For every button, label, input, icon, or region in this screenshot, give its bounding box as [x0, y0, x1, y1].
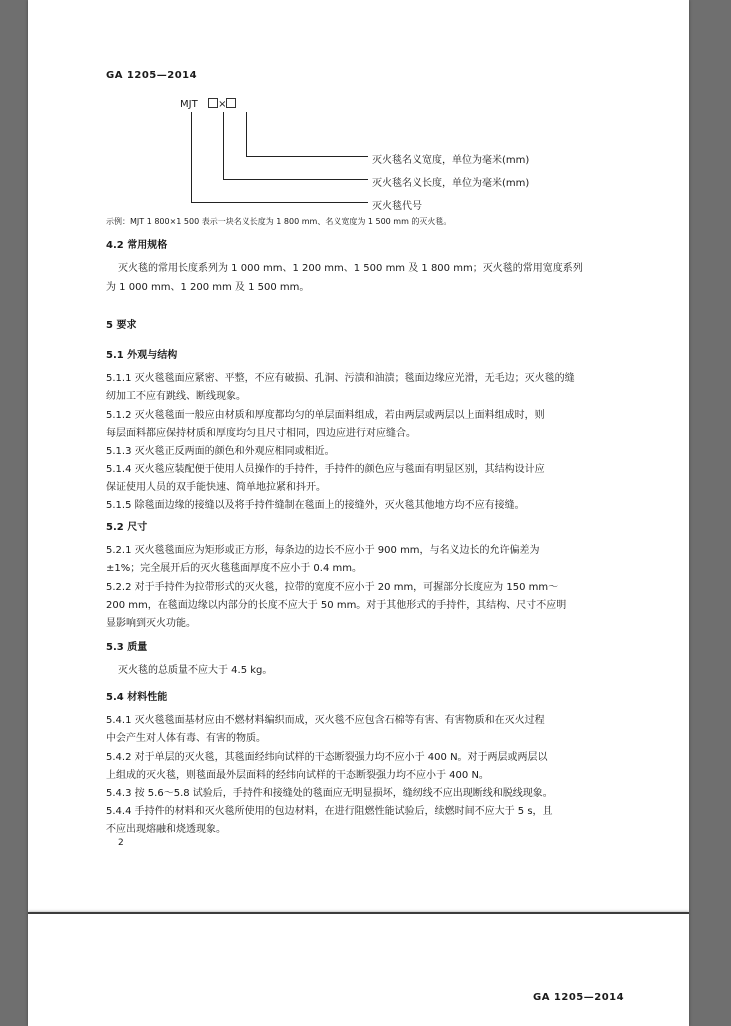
length-connector-horizontal — [223, 179, 368, 180]
width-connector-horizontal — [246, 156, 368, 157]
document-page-2 — [28, 912, 689, 1026]
page-number: 2 — [118, 838, 124, 848]
clause-5-1-1-cont: 纫加工不应有跳线、断线现象。 — [106, 391, 246, 402]
diagram-code — [180, 98, 236, 110]
code-connector-vertical — [191, 112, 192, 203]
section-5-3-heading: 5.3 质量 — [106, 642, 148, 653]
clause-5-4-3: 5.4.3 按 5.6～5.8 试验后，手持件和接缝处的毯面应无明显损坏，缝纫线不应出现断线和脱线现象。 — [106, 788, 553, 799]
label-nominal-width: 灭火毯名义宽度，单位为毫米(mm) — [372, 155, 530, 166]
section-4-2-heading: 4.2 常用规格 — [106, 240, 168, 251]
clause-5-2-2: 5.2.2 对于手持件为拉带形式的灭火毯，拉带的宽度不应小于 20 mm，可握部分长度应为 150 mm～ — [106, 582, 559, 593]
paragraph-line: 为 1 000 mm、1 200 mm 及 1 500 mm。 — [106, 282, 310, 293]
clause-5-2-1-cont: ±1%；完全展开后的灭火毯毯面厚度不应小于 0.4 mm。 — [106, 563, 362, 574]
clause-5-1-4-cont: 保证使用人员的双手能快速、简单地拉紧和抖开。 — [106, 482, 326, 493]
clause-5-4-1-cont: 中会产生对人体有毒、有害的物质。 — [106, 733, 266, 744]
section-5-1-heading: 5.1 外观与结构 — [106, 350, 178, 361]
length-connector-vertical — [223, 112, 224, 180]
clause-5-2-2-cont: 200 mm，在毯面边缘以内部分的长度不应大于 50 mm。对于其他形式的手持件，其结构、尺寸不应明 — [106, 600, 567, 611]
clause-5-1-5: 5.1.5 除毯面边缘的接缝以及将手持件缝制在毯面上的接缝外，灭火毯其他地方均不应有接缝。 — [106, 500, 525, 511]
clause-5-2-2-cont: 显影响到灭火功能。 — [106, 618, 196, 629]
times-sign: × — [218, 99, 227, 110]
section-5-heading: 5 要求 — [106, 320, 137, 331]
clause-5-4-2: 5.4.2 对于单层的灭火毯，其毯面经纬向试样的干态断裂强力均不应小于 400 N。对于两层或两层以 — [106, 752, 548, 763]
clause-5-1-3: 5.1.3 灭火毯正反两面的颜色和外观应相同或相近。 — [106, 446, 335, 457]
paragraph-line: 灭火毯的常用长度系列为 1 000 mm、1 200 mm、1 500 mm 及 1 800 mm；灭火毯的常用宽度系列 — [118, 263, 583, 274]
section-5-2-heading: 5.2 尺寸 — [106, 522, 148, 533]
code-connector-horizontal — [191, 202, 368, 203]
clause-5-4-4: 5.4.4 手持件的材料和灭火毯所使用的包边材料，在进行阻燃性能试验后，续燃时间不应大于 5 s，且 — [106, 806, 553, 817]
width-placeholder-box — [226, 98, 236, 108]
running-header: GA 1205—2014 — [533, 992, 625, 1003]
width-connector-vertical — [246, 112, 247, 157]
clause-5-4-4-cont: 不应出现熔融和烧透现象。 — [106, 824, 226, 835]
running-header: GA 1205—2014 — [106, 70, 198, 81]
section-5-4-heading: 5.4 材料性能 — [106, 692, 168, 703]
product-code-text: MJT — [180, 99, 198, 110]
example-note: 示例：MJT 1 800×1 500 表示一块名义长度为 1 800 mm、名义宽度为 1 500 mm 的灭火毯。 — [106, 217, 452, 226]
clause-5-1-2: 5.1.2 灭火毯毯面一般应由材质和厚度都均匀的单层面料组成，若由两层或两层以上面料组成时，则 — [106, 410, 545, 421]
label-nominal-length: 灭火毯名义长度，单位为毫米(mm) — [372, 178, 530, 189]
label-product-code: 灭火毯代号 — [372, 201, 422, 212]
clause-5-2-1: 5.2.1 灭火毯毯面应为矩形或正方形，每条边的边长不应小于 900 mm，与名义边长的允许偏差为 — [106, 545, 540, 556]
clause-5-1-2-cont: 每层面料都应保持材质和厚度均匀且尺寸相同，四边应进行对应缝合。 — [106, 428, 416, 439]
clause-5-1-1: 5.1.1 灭火毯毯面应紧密、平整，不应有破损、孔洞、污渍和油渍；毯面边缘应光滑，无毛边；灭火毯的缝 — [106, 373, 575, 384]
document-page-1 — [28, 0, 689, 912]
clause-5-4-1: 5.4.1 灭火毯毯面基材应由不燃材料编织而成，灭火毯不应包含石棉等有害、有害物质和在灭火过程 — [106, 715, 545, 726]
length-placeholder-box — [208, 98, 218, 108]
clause-5-1-4: 5.1.4 灭火毯应装配便于使用人员操作的手持件，手持件的颜色应与毯面有明显区别，其结构设计应 — [106, 464, 545, 475]
paragraph-line: 灭火毯的总质量不应大于 4.5 kg。 — [118, 665, 273, 676]
clause-5-4-2-cont: 上组成的灭火毯，则毯面最外层面料的经纬向试样的干态断裂强力均不应小于 400 N。 — [106, 770, 489, 781]
